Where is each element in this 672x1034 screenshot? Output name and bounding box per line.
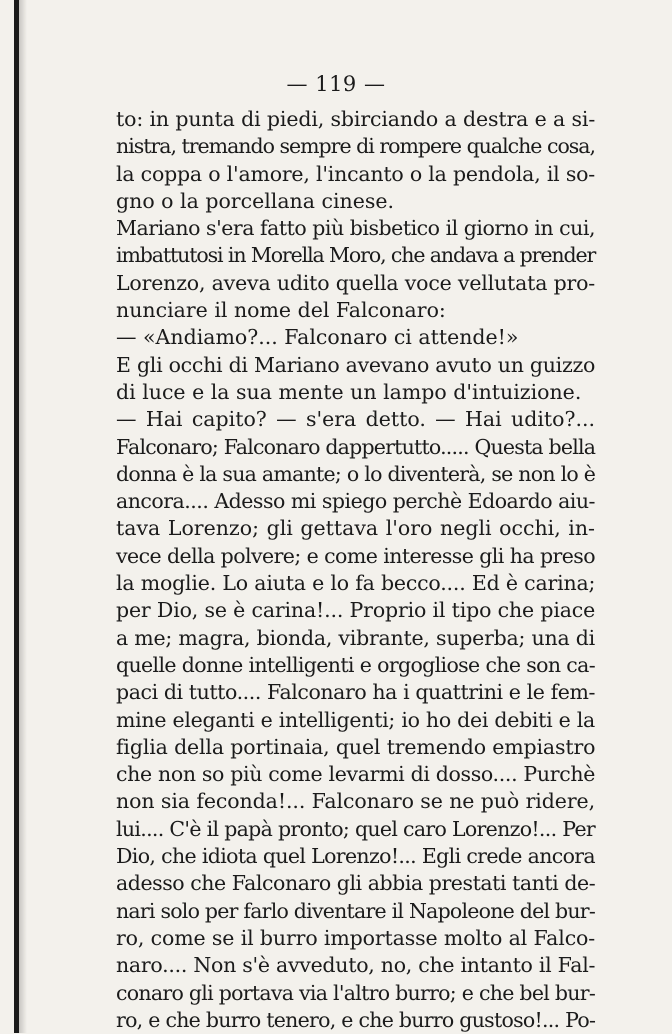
- text-line: — «Andiamo?... Falconaro ci attende!»: [116, 325, 519, 350]
- text-line: E gli occhi di Mariano avevano avuto un guizzo: [116, 352, 596, 377]
- text-line: Lorenzo, aveva udito quella voce vellutata pro-: [116, 270, 596, 295]
- text-line: — Hai capito? — s'era detto. — Hai udito?...: [116, 407, 595, 432]
- text-line: mine eleganti e intelligenti; io ho dei debiti e la: [116, 707, 595, 732]
- text-line: Falconaro; Falconaro dappertutto..... Questa bella: [116, 434, 596, 459]
- text-line: figlia della portinaia, quel tremendo empiastro: [116, 734, 596, 759]
- text-line: lui.... C'è il papà pronto; quel caro Lorenzo!... Per: [116, 816, 595, 841]
- text-line: naro.... Non s'è avveduto, no, che intanto il Fal-: [116, 953, 596, 978]
- binding-shadow: [19, 0, 27, 1033]
- text-line: non sia feconda!... Falconaro se ne può ridere,: [116, 789, 596, 814]
- text-line: Dio, che idiota quel Lorenzo!... Egli crede ancora: [116, 844, 595, 869]
- text-line: Mariano s'era fatto più bisbetico il giorno in cui,: [116, 216, 595, 241]
- text-line: donna è la sua amante; o lo diventerà, se non lo è: [116, 461, 596, 486]
- text-line: quelle donne intelligenti e orgogliose che son ca-: [116, 652, 595, 677]
- text-line: nistra, tremando sempre di rompere qualche cosa,: [116, 134, 595, 159]
- text-line: imbattutosi in Morella Moro, che andava a prender: [116, 243, 596, 268]
- text-line: tava Lorenzo; gli gettava l'oro negli occhi, in-: [116, 516, 595, 541]
- text-line: ro, come se il burro importasse molto al Falco-: [116, 925, 596, 950]
- text-line: per Dio, se è carina!... Proprio il tipo che piace: [116, 598, 596, 623]
- text-line: che non so più come levarmi di dosso.... Purchè: [116, 762, 595, 787]
- text-line: nunciare il nome del Falconaro:: [116, 298, 446, 323]
- body-text: [116, 106, 595, 1034]
- text-line: di luce e la sua mente un lampo d'intuizione.: [116, 379, 582, 404]
- text-line: nari solo per farlo diventare il Napoleone del bur-: [116, 898, 595, 923]
- text-line: la coppa o l'amore, l'incanto o la pendola, il so-: [116, 161, 595, 186]
- page-number: — 119 —: [286, 72, 386, 96]
- text-line: gno o la porcellana cinese.: [116, 188, 395, 213]
- text-line: a me; magra, bionda, vibrante, superba; una di: [116, 625, 595, 650]
- text-line: ancora.... Adesso mi spiego perchè Edoardo aiu-: [116, 489, 595, 514]
- text-line: adesso che Falconaro gli abbia prestati tanti de-: [116, 871, 596, 896]
- text-line: la moglie. Lo aiuta e lo fa becco.... Ed è carina;: [116, 571, 596, 596]
- text-line: paci di tutto.... Falconaro ha i quattrini e le fem-: [116, 680, 595, 705]
- text-line: to: in punta di piedi, sbirciando a destra e a si-: [116, 107, 596, 131]
- text-line: ro, e che burro tenero, e che burro gustoso!... Po-: [116, 1007, 596, 1032]
- text-line: vece della polvere; e come interesse gli ha preso: [116, 543, 596, 568]
- text-line: conaro gli portava via l'altro burro; e che bel bur-: [116, 980, 596, 1005]
